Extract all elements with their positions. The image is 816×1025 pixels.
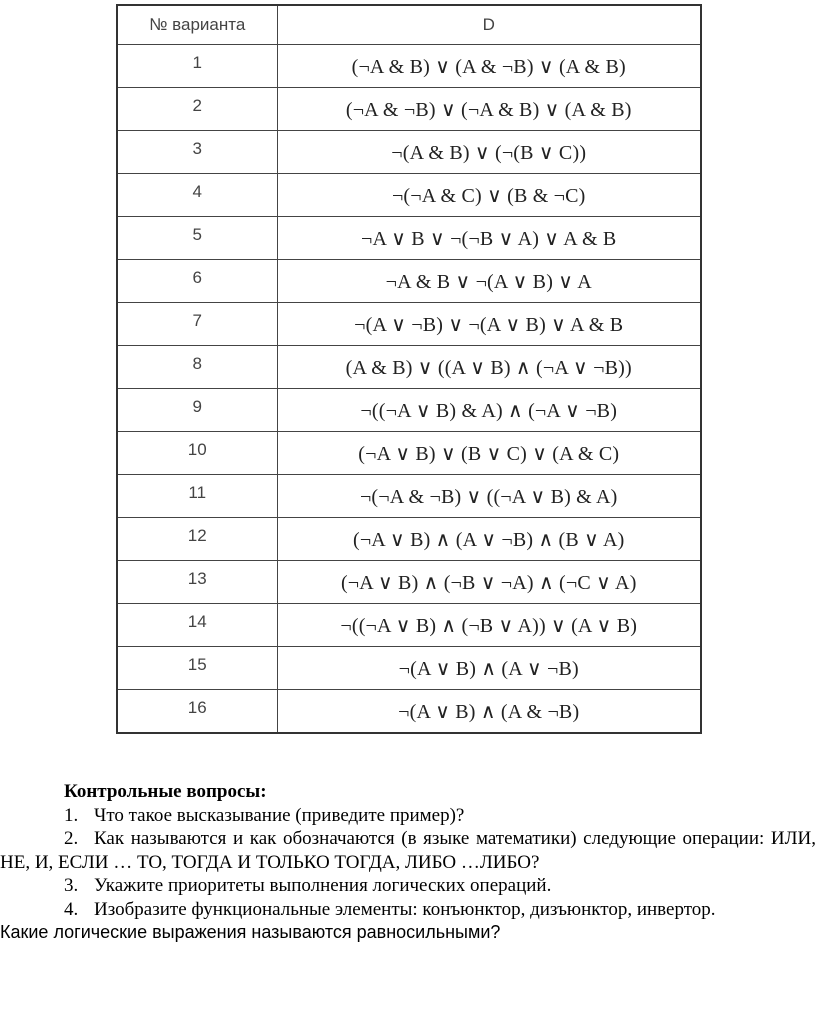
variant-number: 5 [117, 217, 277, 260]
table-header-row [117, 5, 701, 45]
logic-expression: ¬(A ∨ ¬B) ∨ ¬(A ∨ B) ∨ A & B [277, 303, 701, 346]
variant-number: 13 [117, 561, 277, 604]
variant-number: 3 [117, 131, 277, 174]
variants-table [116, 4, 702, 734]
variant-number: 11 [117, 475, 277, 518]
variant-number: 12 [117, 518, 277, 561]
variant-number: 4 [117, 174, 277, 217]
table-row [117, 647, 701, 690]
variant-number: 9 [117, 389, 277, 432]
variant-number: 8 [117, 346, 277, 389]
table-row [117, 475, 701, 518]
table-row [117, 604, 701, 647]
control-questions [0, 780, 816, 945]
table-row [117, 260, 701, 303]
header-expression: D [277, 5, 701, 45]
logic-expression: ¬(A & B) ∨ (¬(B ∨ C)) [277, 131, 701, 174]
logic-expression: ¬(¬A & ¬B) ∨ ((¬A ∨ B) & A) [277, 475, 701, 518]
table-row [117, 45, 701, 88]
variant-number: 16 [117, 690, 277, 734]
question-item: 3. Укажите приоритеты выполнения логических операций. [64, 875, 552, 896]
logic-expression: ¬A & B ∨ ¬(A ∨ B) ∨ A [277, 260, 701, 303]
variant-number: 2 [117, 88, 277, 131]
logic-expression: (¬A & ¬B) ∨ (¬A & B) ∨ (A & B) [277, 88, 701, 131]
variant-number: 14 [117, 604, 277, 647]
table-row [117, 303, 701, 346]
table-row [117, 690, 701, 734]
logic-expression: (¬A ∨ B) ∨ (B ∨ C) ∨ (A & C) [277, 432, 701, 475]
table-row [117, 561, 701, 604]
question-item: 1. Что такое высказывание (приведите пример)? [64, 804, 465, 826]
table-row [117, 432, 701, 475]
variant-number: 10 [117, 432, 277, 475]
table-row [117, 346, 701, 389]
header-variant-number: № варианта [117, 5, 277, 45]
variant-number: 1 [117, 45, 277, 88]
table-body [117, 45, 701, 734]
logic-expression: ¬((¬A ∨ B) & A) ∧ (¬A ∨ ¬B) [277, 389, 701, 432]
variant-number: 6 [117, 260, 277, 303]
table-row [117, 389, 701, 432]
variant-number: 7 [117, 303, 277, 346]
question-item: 4. Изобразите функциональные элементы: конъюнктор, дизъюнктор, инвертор. [64, 898, 716, 920]
logic-expression: ¬A ∨ B ∨ ¬(¬B ∨ A) ∨ A & B [277, 217, 701, 260]
logic-expression: ¬((¬A ∨ B) ∧ (¬B ∨ A)) ∨ (A ∨ B) [277, 604, 701, 647]
table-row [117, 174, 701, 217]
variant-number: 15 [117, 647, 277, 690]
questions-heading: Контрольные вопросы: [64, 781, 267, 802]
table-row [117, 131, 701, 174]
question-item: 2. Как называются и как обозначаются (в языке математики) следующие операции: ИЛИ, НЕ, И, ЕСЛИ … ТО, ТОГДА И ТОЛЬКО ТОГДА, ЛИБО …ЛИБО? [0, 828, 816, 873]
logic-expression: (¬A ∨ B) ∧ (A ∨ ¬B) ∧ (B ∨ A) [277, 518, 701, 561]
logic-expression: (¬A ∨ B) ∧ (¬B ∨ ¬A) ∧ (¬C ∨ A) [277, 561, 701, 604]
table-row [117, 518, 701, 561]
logic-expression: (A & B) ∨ ((A ∨ B) ∧ (¬A ∨ ¬B)) [277, 346, 701, 389]
logic-expression: ¬(A ∨ B) ∧ (A ∨ ¬B) [277, 647, 701, 690]
table-row [117, 217, 701, 260]
question-equivalent-expressions: Какие логические выражения называются равносильными? [0, 922, 501, 942]
logic-expression: (¬A & B) ∨ (A & ¬B) ∨ (A & B) [277, 45, 701, 88]
logic-expression: ¬(A ∨ B) ∧ (A & ¬B) [277, 690, 701, 734]
logic-expression: ¬(¬A & C) ∨ (B & ¬C) [277, 174, 701, 217]
table-row [117, 88, 701, 131]
